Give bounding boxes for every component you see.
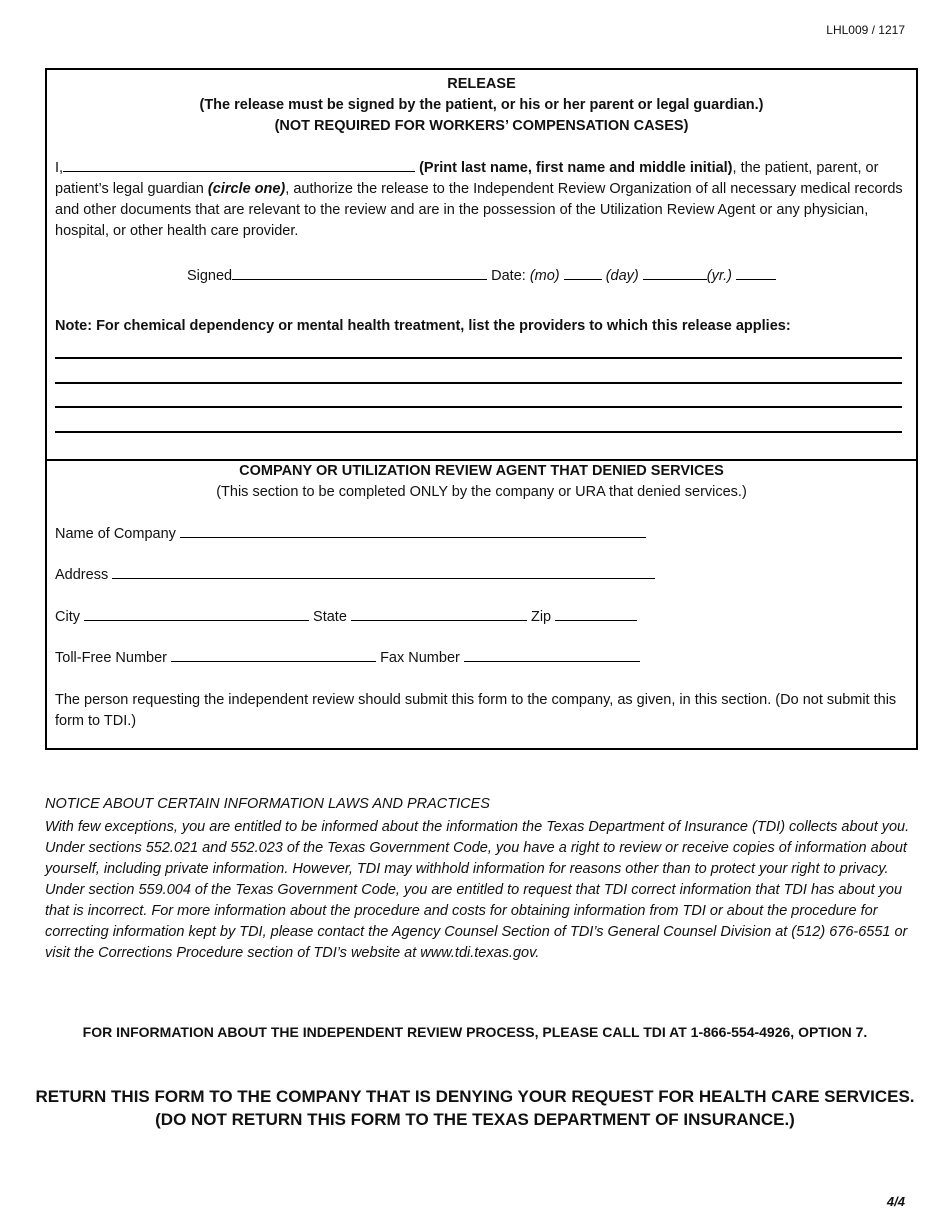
- provider-line-1[interactable]: [55, 357, 902, 359]
- address-row: [55, 565, 655, 586]
- tollfree-blank[interactable]: [171, 648, 376, 662]
- company-section-title: COMPANY OR UTILIZATION REVIEW AGENT THAT DENIED SERVICES: [239, 463, 724, 479]
- return-instructions: [0, 1085, 950, 1131]
- city-blank[interactable]: [84, 607, 309, 621]
- release-subtitle-1: (The release must be signed by the patient, or his or her parent or legal guardian.): [199, 97, 764, 113]
- release-title: RELEASE: [447, 76, 516, 92]
- signature-blank[interactable]: [232, 266, 487, 280]
- return-line-1: RETURN THIS FORM TO THE COMPANY THAT IS DENYING YOUR REQUEST FOR HEALTH CARE SERVICES.: [35, 1087, 915, 1106]
- city-label: City: [55, 609, 80, 625]
- fax-label: Fax Number: [380, 650, 460, 666]
- address-blank[interactable]: [112, 565, 655, 579]
- signed-label: Signed: [186, 268, 233, 284]
- circle-one-label: (circle one): [207, 181, 286, 197]
- month-blank[interactable]: [564, 266, 602, 280]
- page-number: 4/4: [886, 1194, 905, 1209]
- release-intro-prefix: I,: [55, 160, 64, 176]
- month-label: (mo): [529, 268, 560, 284]
- state-blank[interactable]: [351, 607, 527, 621]
- provider-line-4[interactable]: [55, 431, 902, 433]
- address-label: Address: [55, 567, 109, 583]
- print-name-blank[interactable]: [63, 158, 415, 172]
- company-name-row: [55, 524, 646, 545]
- zip-label: Zip: [530, 609, 552, 625]
- release-and-company-box: [45, 68, 918, 750]
- date-label: Date:: [491, 268, 526, 284]
- provider-line-3[interactable]: [55, 406, 902, 408]
- year-label: (yr.): [706, 268, 733, 284]
- form-code: LHL009 / 1217: [826, 23, 905, 37]
- release-subtitle-2: (NOT REQUIRED FOR WORKERS’ COMPENSATION CASES): [274, 118, 689, 134]
- day-blank[interactable]: [643, 266, 707, 280]
- info-phone-line: FOR INFORMATION ABOUT THE INDEPENDENT REVIEW PROCESS, PLEASE CALL TDI AT 1-866-554-4926, OPTION 7.: [82, 1024, 868, 1040]
- signature-date-row: [47, 266, 916, 284]
- zip-blank[interactable]: [555, 607, 637, 621]
- release-authorization-paragraph: [55, 158, 908, 242]
- notice-title: NOTICE ABOUT CERTAIN INFORMATION LAWS AND PRACTICES: [45, 796, 490, 812]
- submission-instruction: The person requesting the independent review should submit this form to the company, as given, in this section. (Do not submit this form to TDI.): [55, 692, 897, 729]
- city-state-zip-row: [55, 607, 637, 628]
- fax-blank[interactable]: [464, 648, 640, 662]
- providers-note: Note: For chemical dependency or mental health treatment, list the providers to which this release applies:: [55, 318, 791, 334]
- company-section-subtitle: (This section to be completed ONLY by the company or URA that denied services.): [216, 484, 747, 500]
- tollfree-label: Toll-Free Number: [55, 650, 167, 666]
- notice-body: With few exceptions, you are entitled to be informed about the information the Texas Department of Insurance (TDI) collects about you. Under sections 552.021 and 552.023 of the Texas Government Code, you have a right to review or receive copies of information about yourself, including private information. However, TDI may withhold information for reasons other than to protect your right to privacy. Under section 559.004 of the Texas Government Code, you are entitled to request that TDI correct information that TDI has about you that is incorrect. For more information about the procedure and costs for obtaining information from TDI or about the procedure for correcting information kept by TDI, please contact the Agency Counsel Section of TDI’s General Counsel Division at (512) 676-6551 or visit the Corrections Procedure section of TDI’s website at www.tdi.texas.gov.: [45, 819, 910, 961]
- print-name-label: (Print last name, first name and middle initial): [419, 160, 733, 176]
- year-blank[interactable]: [736, 266, 776, 280]
- phone-fax-row: [55, 648, 640, 669]
- company-name-blank[interactable]: [180, 524, 646, 538]
- release-text-part2: , authorize the release to the Independent Review Organization of all necessary medical records and other documents that are relevant to the review and are in the possession of the Utilization Review Agent or any physician, hospital, or other health care provider.: [55, 181, 903, 239]
- day-label: (day): [605, 268, 639, 284]
- state-label: State: [313, 609, 347, 625]
- return-line-2: (DO NOT RETURN THIS FORM TO THE TEXAS DEPARTMENT OF INSURANCE.): [155, 1110, 795, 1129]
- release-text-part1: , the patient, parent, or patient’s legal guardian: [55, 160, 879, 197]
- provider-line-2[interactable]: [55, 382, 902, 384]
- company-name-label: Name of Company: [55, 526, 176, 542]
